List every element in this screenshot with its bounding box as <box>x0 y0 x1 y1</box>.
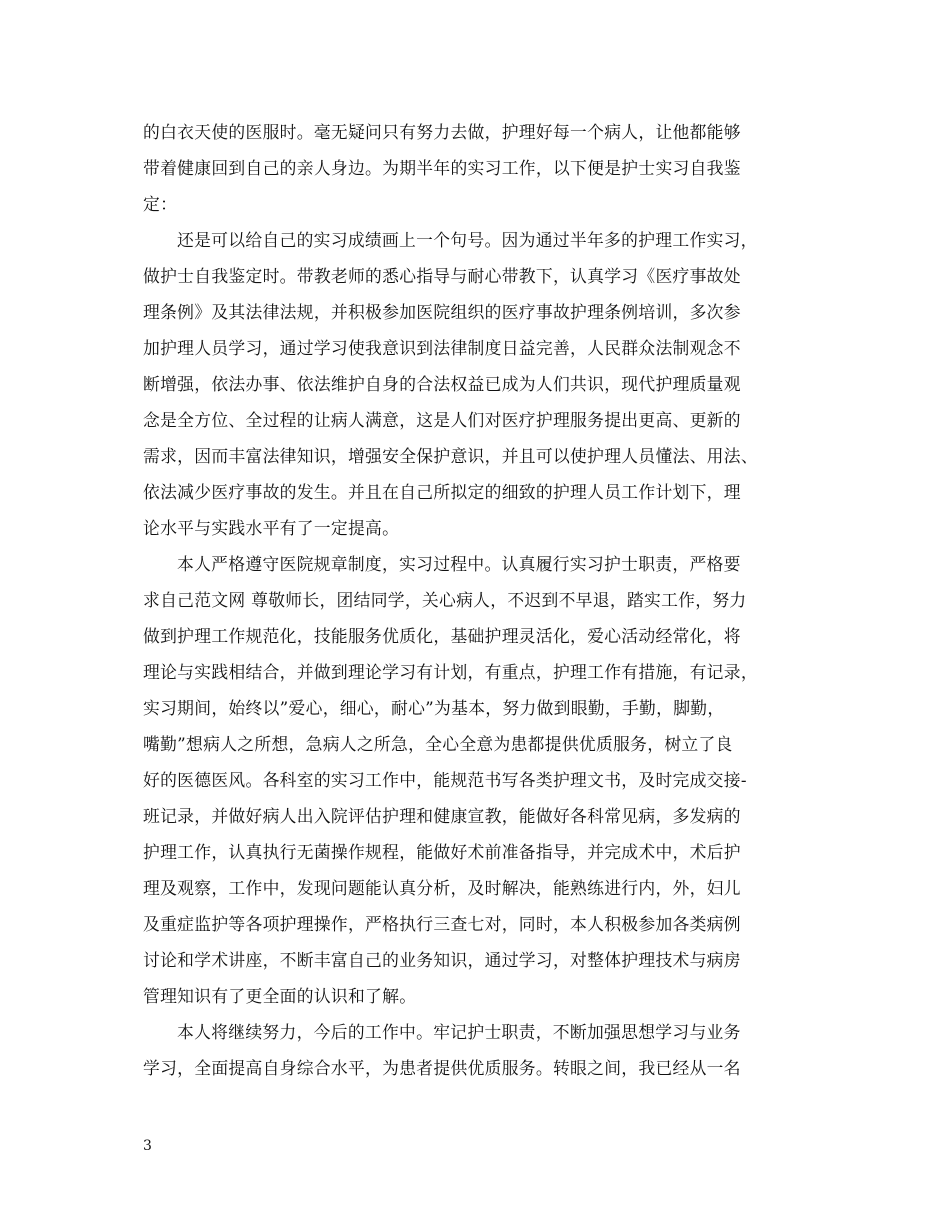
text-line: 讨论和学术讲座，不断丰富自己的业务知识，通过学习，对整体护理技术与病房 <box>143 950 741 970</box>
text-line: 需求，因而丰富法律知识，增强安全保护意识，并且可以使护理人员懂法、用法、 <box>143 446 758 466</box>
text-line: 依法减少医疗事故的发生。并且在自己所拟定的细致的护理人员工作计划下，理 <box>143 482 741 502</box>
text-line: 理及观察，工作中，发现问题能认真分析，及时解决，能熟练进行内，外，妇儿 <box>143 878 741 898</box>
text-line: 好的医德医风。各科室的实习工作中，能规范书写各类护理文书，及时完成交接- <box>143 770 747 790</box>
text-line: 做护士自我鉴定时。带教老师的悉心指导与耐心带教下，认真学习《医疗事故处 <box>143 266 741 286</box>
text-line: 定： <box>143 194 178 214</box>
document-body <box>143 114 823 1086</box>
text-line: 实习期间，始终以”爱心，细心，耐心”为基本，努力做到眼勤，手勤，脚勤， <box>143 698 725 718</box>
text-line: 理条例》及其法律法规，并积极参加医院组织的医疗事故护理条例培训，多次参 <box>143 302 741 322</box>
text-line: 断增强，依法办事、依法维护自身的合法权益已成为人们共识，现代护理质量观 <box>143 374 741 394</box>
text-line: 护理工作，认真执行无菌操作规程，能做好术前准备指导，并完成术中，术后护 <box>143 842 741 862</box>
text-line: 论水平与实践水平有了一定提高。 <box>143 518 400 538</box>
text-line: 嘴勤”想病人之所想，急病人之所急，全心全意为患都提供优质服务，树立了良 <box>143 734 733 754</box>
text-line: 念是全方位、全过程的让病人满意，这是人们对医疗护理服务提出更高、更新的 <box>143 410 741 430</box>
text-line: 求自己范文网 尊敬师长，团结同学，关心病人，不迟到不早退，踏实工作，努力 <box>143 590 747 610</box>
page-number: 3 <box>143 1138 152 1154</box>
text-line: 做到护理工作规范化，技能服务优质化，基础护理灵活化，爱心活动经常化，将 <box>143 626 741 646</box>
text-line: 带着健康回到自己的亲人身边。为期半年的实习工作，以下便是护士实习自我鉴 <box>143 158 741 178</box>
text-line: 本人严格遵守医院规章制度，实习过程中。认真履行实习护士职责，严格要 <box>177 554 741 574</box>
text-line: 班记录，并做好病人出入院评估护理和健康宣教，能做好各科常见病，多发病的 <box>143 806 741 826</box>
text-line: 加护理人员学习，通过学习使我意识到法律制度日益完善，人民群众法制观念不 <box>143 338 741 358</box>
text-line: 理论与实践相结合，并做到理论学习有计划，有重点，护理工作有措施，有记录， <box>143 662 758 682</box>
text-line: 的白衣天使的医服时。毫无疑问只有努力去做，护理好每一个病人，让他都能够 <box>143 122 741 142</box>
text-line: 还是可以给自己的实习成绩画上一个句号。因为通过半年多的护理工作实习， <box>177 230 758 250</box>
text-line: 及重症监护等各项护理操作，严格执行三查七对，同时，本人积极参加各类病例 <box>143 914 741 934</box>
text-line: 本人将继续努力，今后的工作中。牢记护士职责，不断加强思想学习与业务 <box>177 1022 741 1042</box>
text-line: 学习，全面提高自身综合水平，为患者提供优质服务。转眼之间，我已经从一名 <box>143 1058 741 1078</box>
text-line: 管理知识有了更全面的认识和了解。 <box>143 986 417 1006</box>
